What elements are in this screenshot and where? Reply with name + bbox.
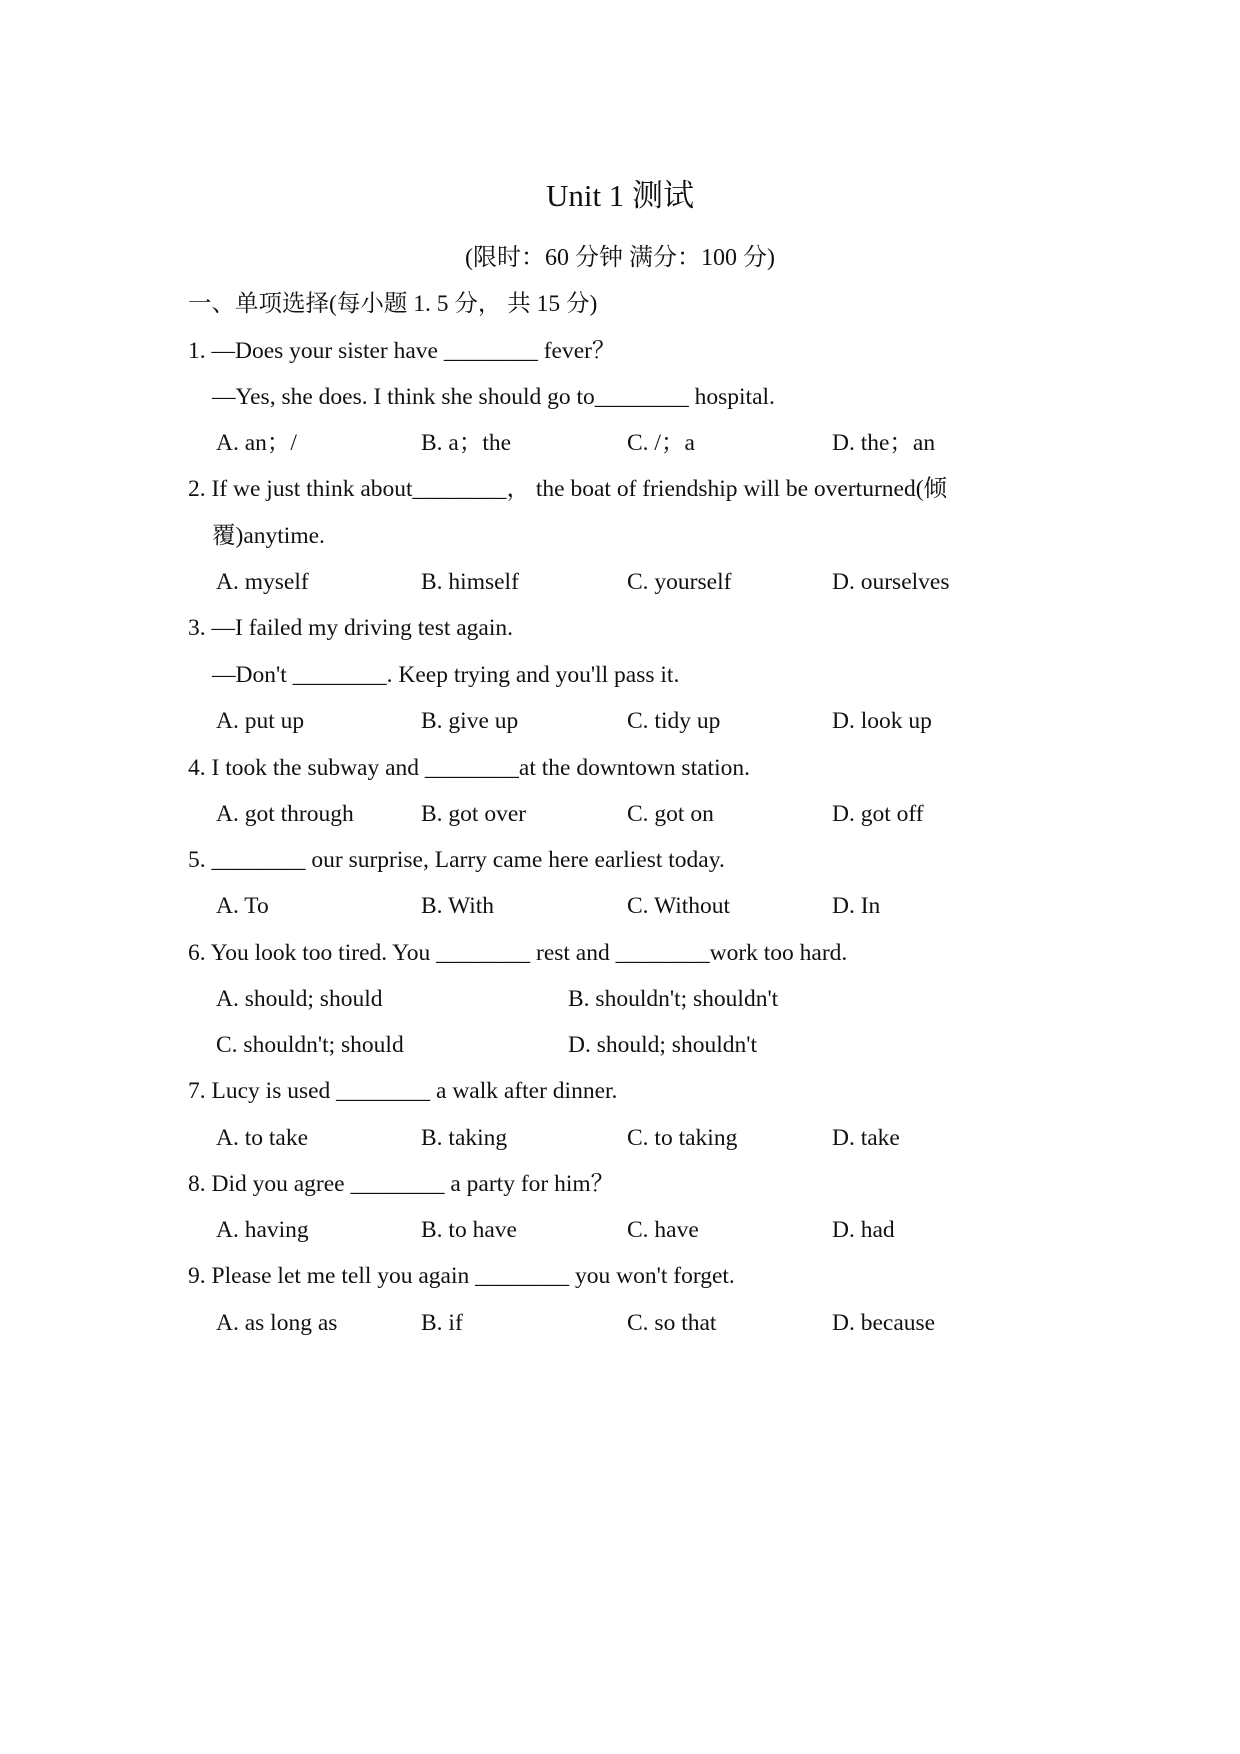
question-2-stem: 2. If we just think about________， the boat of friendship will be overturned(倾 — [188, 476, 948, 502]
question-7-option-d: D. take — [832, 1125, 900, 1151]
question-6-option-c: C. shouldn't; should — [216, 1032, 404, 1058]
question-5-stem: 5. ________ our surprise, Larry came here earliest today. — [188, 847, 725, 873]
question-5-option-a: A. To — [216, 893, 269, 919]
question-8-option-c: C. have — [627, 1217, 699, 1243]
question-3-reply: —Don't ________. Keep trying and you'll pass it. — [212, 662, 680, 688]
question-1-option-a: A. an；/ — [216, 430, 297, 456]
question-4-option-d: D. got off — [832, 801, 924, 827]
question-3-stem: 3. —I failed my driving test again. — [188, 615, 514, 641]
question-9-stem: 9. Please let me tell you again ________ you won't forget. — [188, 1263, 735, 1289]
question-2-stem-continued: 覆)anytime. — [212, 523, 325, 549]
question-4-stem: 4. I took the subway and ________at the downtown station. — [188, 755, 750, 781]
question-8-option-a: A. having — [216, 1217, 309, 1243]
question-4-option-a: A. got through — [216, 801, 354, 827]
question-3-option-b: B. give up — [421, 708, 519, 734]
question-9-option-d: D. because — [832, 1310, 936, 1336]
question-4-option-b: B. got over — [421, 801, 527, 827]
question-6-option-d: D. should; shouldn't — [568, 1032, 757, 1058]
question-1-stem: 1. —Does your sister have ________ fever？ — [188, 338, 616, 364]
question-3-option-c: C. tidy up — [627, 708, 721, 734]
question-8-option-b: B. to have — [421, 1217, 517, 1243]
question-4-option-c: C. got on — [627, 801, 714, 827]
question-5-option-b: B. With — [421, 893, 495, 919]
question-7-stem: 7. Lucy is used ________ a walk after dinner. — [188, 1078, 618, 1104]
question-6-stem: 6. You look too tired. You ________ rest and ________work too hard. — [188, 940, 848, 966]
question-7-option-c: C. to taking — [627, 1125, 738, 1151]
question-9-option-a: A. as long as — [216, 1310, 338, 1336]
question-7-option-a: A. to take — [216, 1125, 309, 1151]
question-3-option-d: D. look up — [832, 708, 932, 734]
question-5-option-d: D. In — [832, 893, 881, 919]
question-1-option-c: C. /；a — [627, 430, 695, 456]
section-heading: 一、单项选择(每小题 1. 5 分， 共 15 分) — [188, 291, 598, 317]
question-2-option-d: D. ourselves — [832, 569, 950, 595]
question-2-option-a: A. myself — [216, 569, 309, 595]
question-6-option-a: A. should; should — [216, 986, 383, 1012]
question-5-option-c: C. Without — [627, 893, 731, 919]
question-6-option-b: B. shouldn't; shouldn't — [568, 986, 779, 1012]
question-8-option-d: D. had — [832, 1217, 895, 1243]
time-score-info: (限时：60 分钟 满分：100 分) — [465, 245, 775, 271]
page-title: Unit 1 测试 — [545, 178, 695, 213]
question-7-option-b: B. taking — [421, 1125, 508, 1151]
question-3-option-a: A. put up — [216, 708, 305, 734]
question-2-option-c: C. yourself — [627, 569, 732, 595]
question-9-option-c: C. so that — [627, 1310, 717, 1336]
question-2-option-b: B. himself — [421, 569, 519, 595]
question-1-option-d: D. the；an — [832, 430, 936, 456]
question-9-option-b: B. if — [421, 1310, 463, 1336]
question-1-reply: —Yes, she does. I think she should go to________ hospital. — [212, 384, 775, 410]
question-1-option-b: B. a；the — [421, 430, 512, 456]
question-8-stem: 8. Did you agree ________ a party for him？ — [188, 1171, 615, 1197]
